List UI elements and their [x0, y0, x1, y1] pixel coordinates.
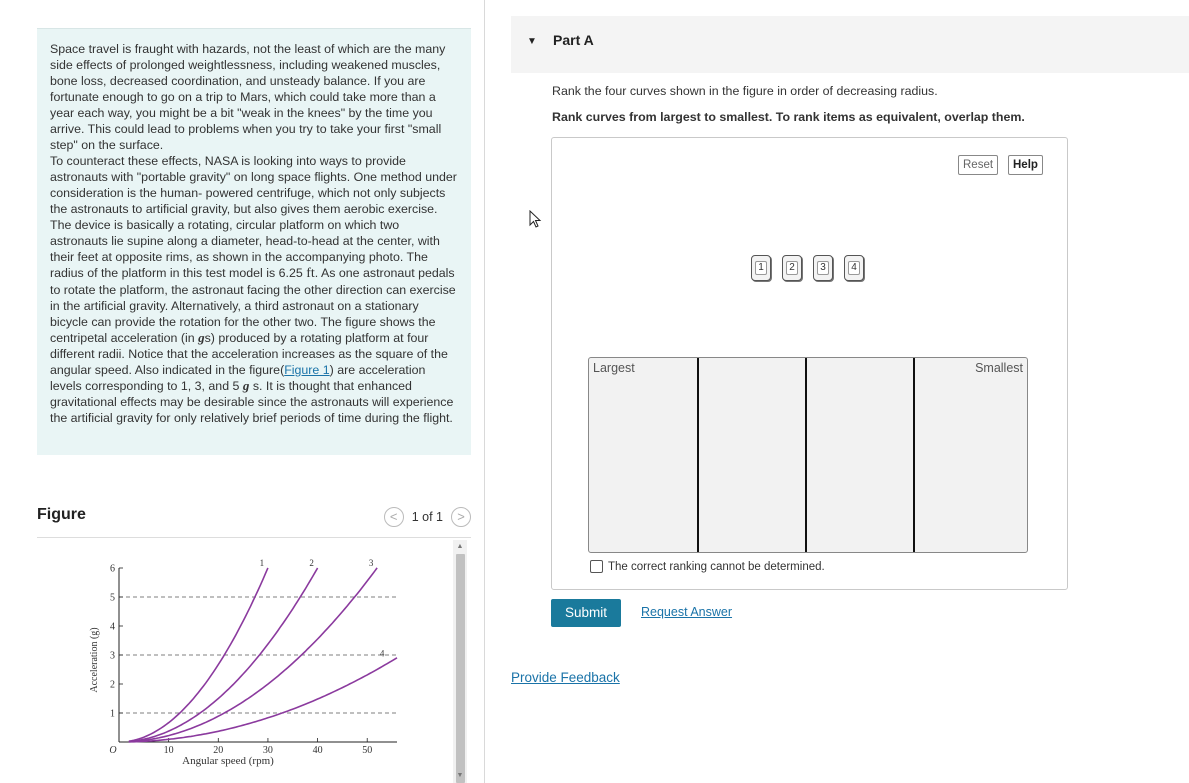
y-tick-label: 6: [110, 563, 115, 575]
x-axis-label: Angular speed (rpm): [182, 755, 274, 767]
chart-labels: [89, 558, 385, 767]
bin-divider: [913, 358, 915, 552]
prev-figure-button[interactable]: <: [384, 507, 404, 527]
scroll-down-arrow-icon[interactable]: ▼: [456, 772, 464, 779]
provide-feedback-link[interactable]: Provide Feedback: [511, 670, 620, 685]
cannot-determine-option[interactable]: [590, 560, 825, 573]
x-tick-label: 30: [262, 745, 273, 756]
curve-1: [129, 568, 268, 741]
problem-paragraph-1: Space travel is fraught with hazards, not the least of which are the many side effects of prolonged weightlessness, including weakened muscles, bone loss, decreased coordination, and unsteady balance. If you are fortunate enough to go on a trip to Mars, which could take more than a year each way, you might be a bit "weak in the knees" by the time you arrive. This could lead to problems when you try to take your first "small step" on the surface.: [50, 42, 446, 152]
column-divider: [484, 0, 485, 783]
curve-label-4: 4: [379, 648, 385, 659]
curve-4: [129, 658, 397, 742]
next-figure-button[interactable]: >: [451, 507, 471, 527]
x-tick-label: 10: [163, 745, 174, 756]
pager-text: 1 of 1: [411, 510, 443, 524]
cannot-determine-checkbox[interactable]: [590, 560, 603, 573]
bin-divider: [697, 358, 699, 552]
part-a-header[interactable]: [511, 16, 1189, 73]
chart-grid: [119, 597, 397, 713]
part-title: Part A: [553, 32, 594, 48]
symbol-g: g: [198, 330, 205, 345]
collapse-caret-icon[interactable]: ▼: [527, 36, 537, 47]
y-tick-label: 4: [110, 621, 115, 633]
question-prompt: Rank the four curves shown in the figure in order of decreasing radius.: [552, 84, 938, 98]
figure-header: [37, 503, 471, 538]
figure-scrollbar[interactable]: [453, 540, 467, 783]
reset-button[interactable]: Reset: [958, 155, 998, 175]
y-tick-label: 5: [110, 592, 115, 604]
figure-link[interactable]: Figure 1: [284, 363, 330, 377]
figure-title: Figure: [37, 506, 86, 523]
smallest-label: Smallest: [975, 361, 1023, 375]
cannot-determine-label: The correct ranking cannot be determined.: [608, 560, 825, 573]
curve-label-3: 3: [368, 557, 374, 568]
ranking-widget: [551, 137, 1068, 590]
help-button[interactable]: Help: [1008, 155, 1043, 175]
ranking-bins[interactable]: [588, 357, 1028, 553]
scroll-up-arrow-icon[interactable]: ▲: [456, 543, 464, 550]
rank-tile-3[interactable]: 3: [813, 255, 833, 281]
rank-tile-2[interactable]: 2: [782, 255, 802, 281]
x-tick-label: 50: [362, 745, 373, 756]
origin-label: O: [109, 745, 117, 756]
x-tick-label: 20: [213, 745, 224, 756]
curve-label-2: 2: [309, 558, 314, 568]
symbol-g-2: g: [242, 378, 250, 393]
request-answer-link[interactable]: Request Answer: [641, 605, 733, 619]
rank-tile-4[interactable]: 4: [844, 255, 864, 281]
rank-tile-1[interactable]: 1: [751, 255, 771, 281]
submit-button[interactable]: Submit: [551, 599, 621, 627]
y-tick-label: 1: [110, 708, 115, 720]
ranking-instructions: Rank curves from largest to smallest. To rank items as equivalent, overlap them.: [552, 110, 1025, 124]
y-axis-label: Acceleration (g): [89, 627, 100, 693]
largest-label: Largest: [593, 361, 635, 375]
curve-label-1: 1: [259, 557, 265, 568]
mouse-cursor-icon: [529, 210, 543, 230]
acceleration-chart: [37, 540, 457, 783]
chart-axes: [119, 568, 397, 742]
y-tick-label: 2: [110, 679, 115, 691]
problem-paragraph-2: To counteract these effects, NASA is looking into ways to provide astronauts with "portable gravity" on long space flights. One method under consideration is the human- powered centrifuge, which not only subjects the astronauts to artificial gravity, but also gives them aerobic exercise. The device is basically a rotating, circular platform on which two astronauts lie supine along a diameter, head-to-head at the center, with their feet at opposite rims, as shown in the accompanying photo. The radius of the platform in this test model is 6.25 ft. As one astronaut pedals to rotate the platform, the astronaut facing the other direction can exercise in the artificial gravity. Alternatively, a third astronaut on a stationary bicycle can provide the rotation for the other two. The figure shows the centripetal acceleration (in gs) produced by a rotating platform at four different radii. Notice that the acceleration increases as the square of the angular speed. Also indicated in the figure(Figure 1) are acceleration levels corresponding to 1, 3, and 5 g s. It is thought that enhanced gravitational effects may be desirable since the astronauts will experience the artificial gravity for only relatively brief periods of time during the flight.: [50, 154, 457, 425]
problem-statement: [37, 28, 471, 455]
unit-ft: ft: [306, 266, 315, 281]
scrollbar-thumb[interactable]: [456, 554, 465, 783]
y-tick-label: 3: [110, 650, 115, 662]
x-tick-label: 40: [312, 745, 323, 756]
bin-divider: [805, 358, 807, 552]
figure-pager: [384, 507, 471, 527]
figure-area: [37, 540, 471, 783]
